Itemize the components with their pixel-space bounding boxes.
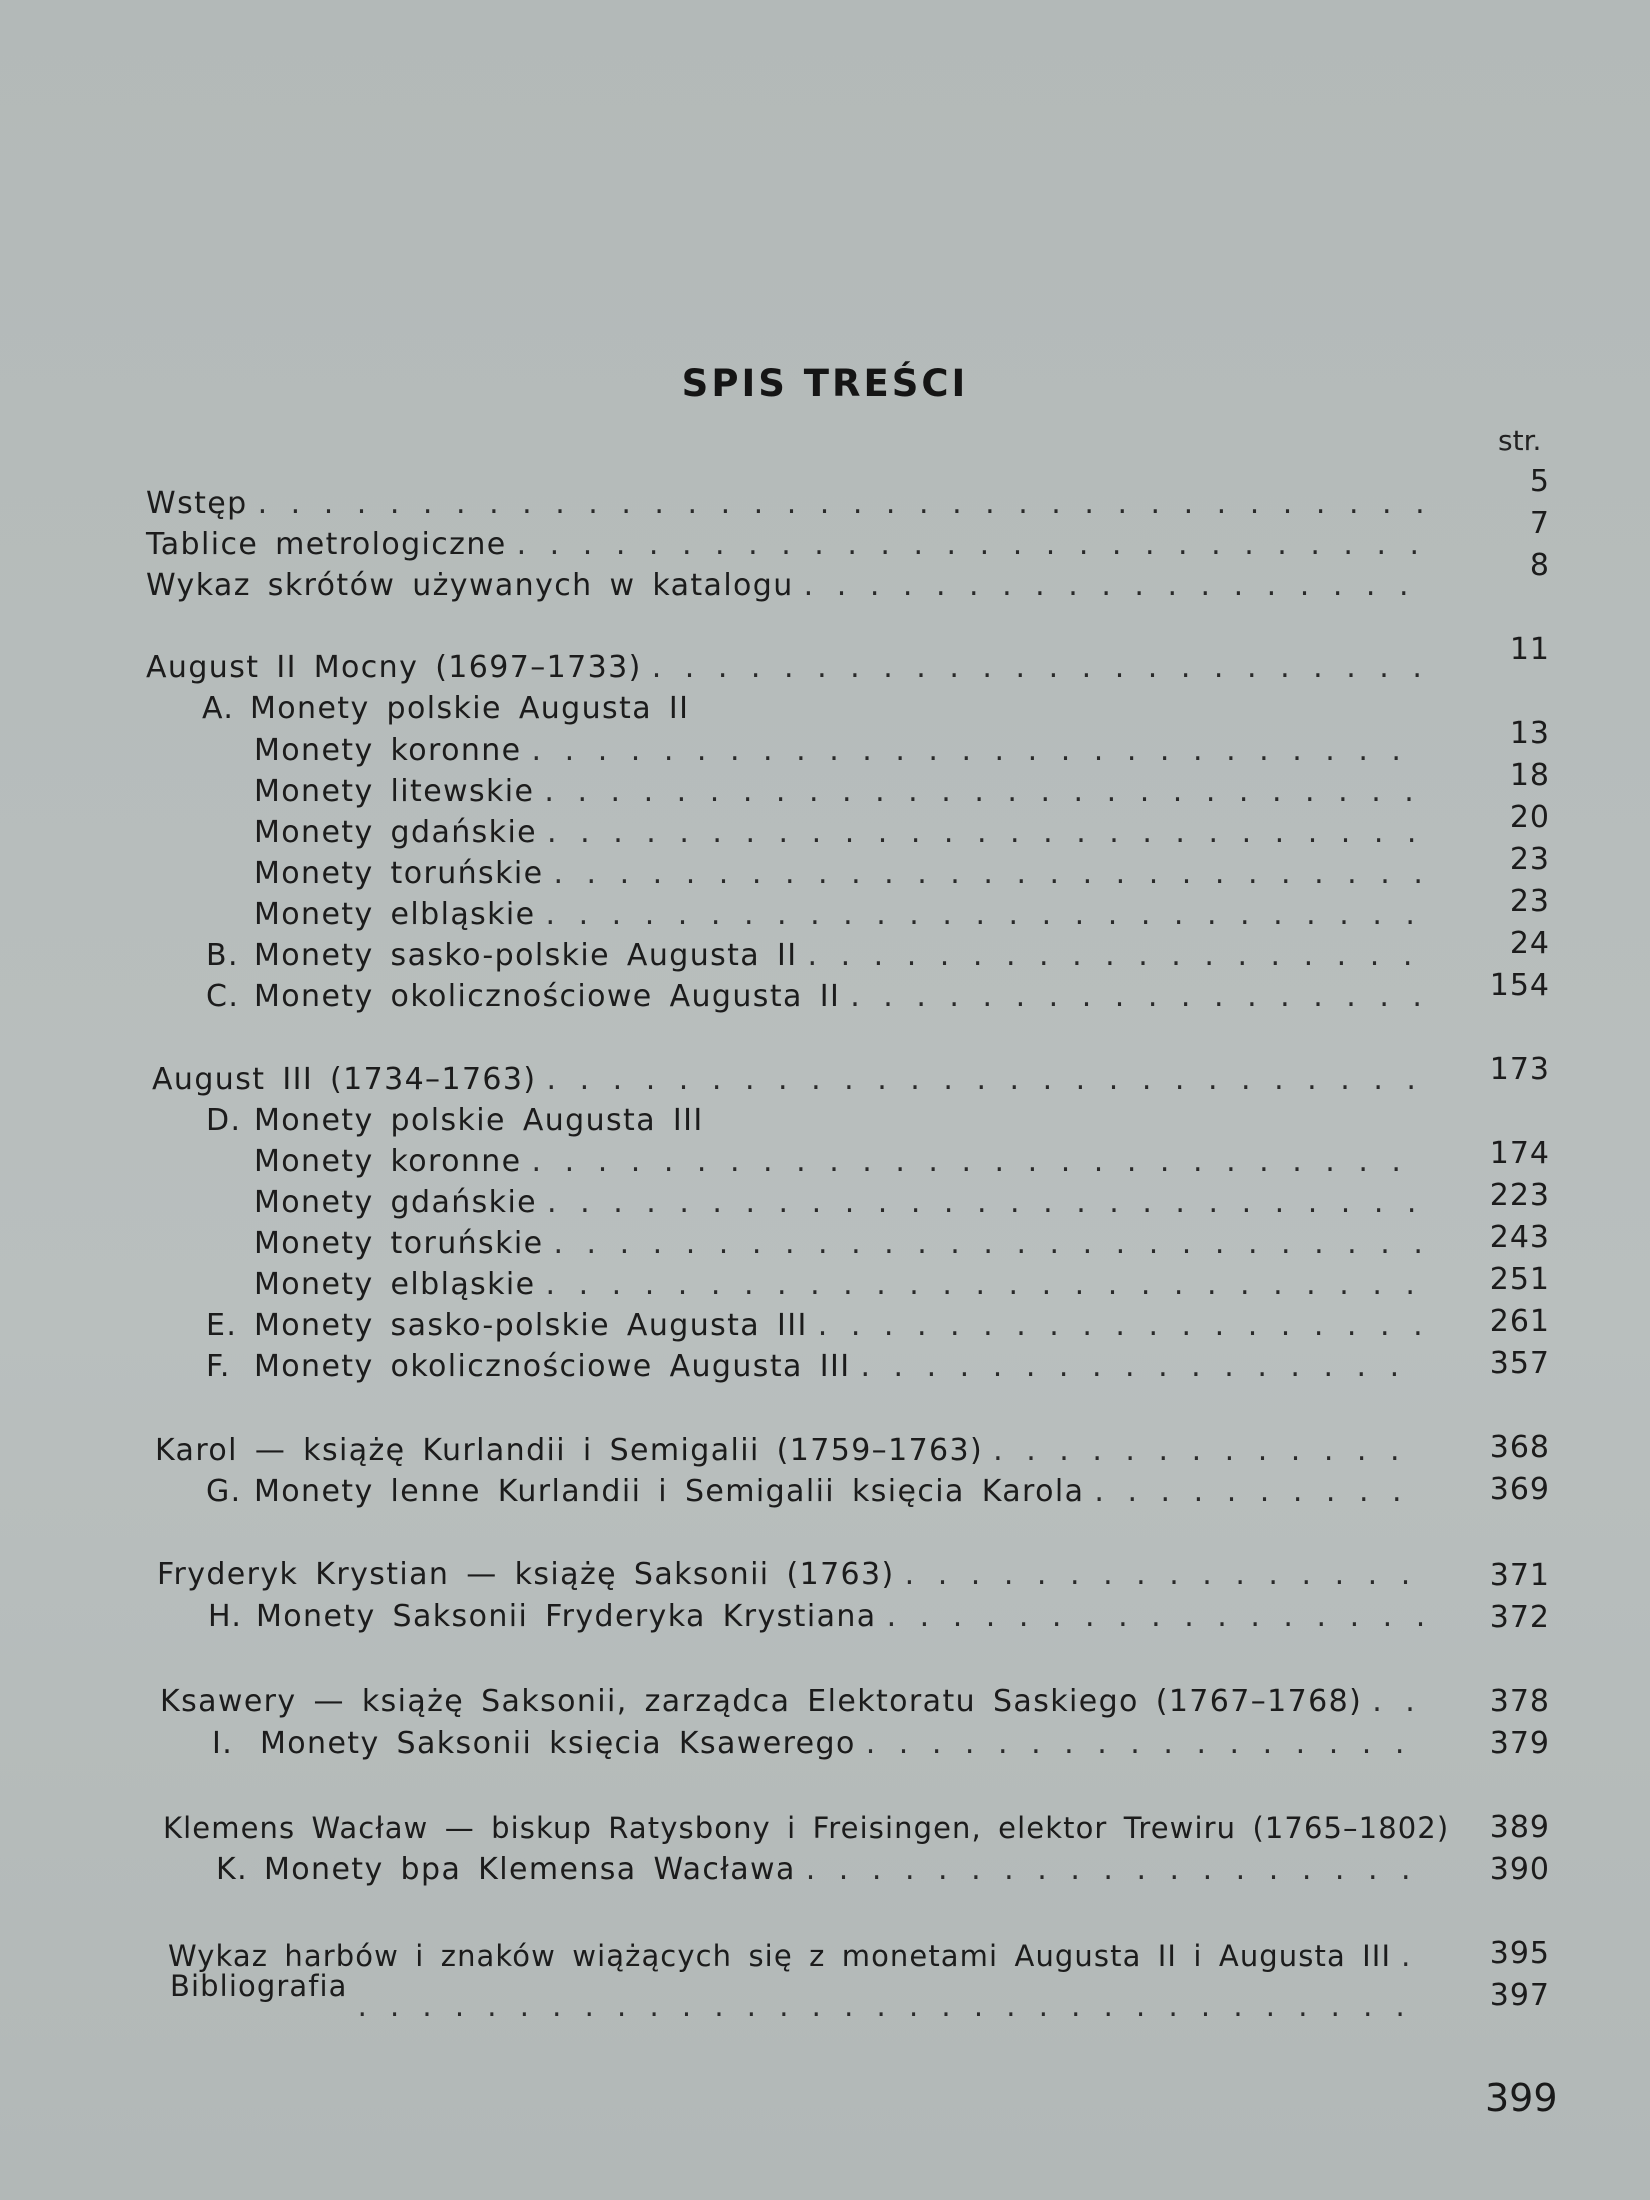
toc-entry — [146, 484, 1432, 524]
toc-entry-text: Monety elbląskie — [254, 1267, 536, 1302]
toc-section-entry — [160, 1682, 1432, 1722]
dot-leader — [652, 648, 1424, 688]
toc-entry — [254, 772, 1432, 812]
page-number: 399 — [1485, 2076, 1558, 2120]
dot-leader — [553, 854, 1424, 894]
toc-section-entry — [152, 1060, 1432, 1100]
toc-subsection-entry — [208, 1597, 1432, 1637]
toc-page-number: 390 — [1489, 1852, 1550, 1887]
toc-entry-text: Monety elbląskie — [254, 897, 536, 932]
toc-entry-letter: H. — [208, 1599, 243, 1634]
toc-entry-text: Monety gdańskie — [254, 815, 538, 850]
dot-leader — [808, 936, 1424, 976]
toc-page-number: 154 — [1489, 968, 1550, 1003]
toc-page-number: 261 — [1489, 1304, 1550, 1339]
toc-entry-letter: E. — [206, 1308, 238, 1343]
toc-page-number: 223 — [1489, 1178, 1550, 1213]
toc-section-entry — [163, 1808, 1450, 1848]
toc-section-entry — [146, 648, 1432, 688]
toc-page-number: 8 — [1529, 548, 1550, 583]
dot-leader — [547, 1183, 1424, 1223]
toc-page-number: 371 — [1489, 1558, 1550, 1593]
toc-page-number: 397 — [1489, 1978, 1550, 2013]
toc-entry-text: August III (1734–1763) — [152, 1062, 537, 1097]
dot-leader — [806, 1850, 1424, 1890]
toc-entry — [254, 854, 1432, 894]
toc-entry-letter: I. — [212, 1726, 234, 1761]
dot-leader — [358, 1986, 1424, 2026]
toc-entry-text: August II Mocny (1697–1733) — [146, 650, 642, 685]
toc-entry-text: Wykaz skrótów używanych w katalogu — [146, 568, 794, 603]
toc-entry — [254, 1142, 1432, 1182]
toc-page-number: 23 — [1509, 842, 1550, 877]
toc-page-number: 174 — [1489, 1136, 1550, 1171]
dot-leader — [866, 1724, 1424, 1764]
toc-page-number: 369 — [1489, 1472, 1550, 1507]
toc-subsection-entry — [206, 1472, 1432, 1512]
toc-entry — [254, 813, 1432, 853]
toc-page-number: 13 — [1509, 716, 1550, 751]
toc-entry-text: Monety sasko-polskie Augusta III — [254, 1308, 808, 1343]
toc-entry-letter: C. — [206, 979, 240, 1014]
page-title: SPIS TREŚCI — [681, 362, 969, 405]
toc-entry-text: Monety bpa Klemensa Wacława — [264, 1852, 796, 1887]
dot-leader — [258, 484, 1424, 524]
toc-entry-text: Monety koronne — [254, 733, 522, 768]
toc-entry-text: Monety okolicznościowe Augusta III — [254, 1349, 851, 1384]
toc-entry — [254, 731, 1432, 771]
toc-entry-letter: K. — [216, 1852, 249, 1887]
toc-page-number: 251 — [1489, 1262, 1550, 1297]
toc-entry-text: Monety Saksonii księcia Ksawerego — [260, 1726, 856, 1761]
toc-entry — [254, 1265, 1432, 1305]
toc-page-number: 379 — [1489, 1726, 1550, 1761]
toc-entry-text: Monety Saksonii Fryderyka Krystiana — [256, 1599, 877, 1634]
dot-leader — [547, 1060, 1424, 1100]
toc-entry-text: Monety toruńskie — [254, 856, 544, 891]
toc-entry — [146, 525, 1432, 565]
toc-subsection-entry — [216, 1850, 1432, 1890]
dot-leader — [553, 1224, 1424, 1264]
toc-page-number: 18 — [1509, 758, 1550, 793]
toc-page-number: 173 — [1489, 1052, 1550, 1087]
toc-section-entry — [157, 1555, 1432, 1595]
toc-page-number: 372 — [1489, 1600, 1550, 1635]
toc-entry-text: Monety okolicznościowe Augusta II — [254, 979, 841, 1014]
toc-page-number: 368 — [1489, 1430, 1550, 1465]
toc-page-number: 7 — [1529, 506, 1550, 541]
toc-entry — [254, 1183, 1432, 1223]
toc-section-entry — [155, 1431, 1432, 1471]
dot-leader — [532, 1142, 1424, 1182]
toc-subsection-entry — [206, 1347, 1432, 1387]
toc-entry-letter: F. — [206, 1349, 231, 1384]
toc-entry-text: Ksawery — książę Saksonii, zarządca Elektoratu Saskiego (1767–1768) — [160, 1684, 1363, 1719]
dot-leader — [544, 772, 1424, 812]
toc-entry-text: Bibliografia — [170, 1969, 348, 2003]
toc-entry — [254, 895, 1432, 935]
toc-page-number: 23 — [1509, 884, 1550, 919]
dot-leader — [860, 1347, 1424, 1387]
toc-entry-text: Fryderyk Krystian — książę Saksonii (1763) — [157, 1557, 895, 1592]
page-column-label: str. — [1498, 424, 1542, 457]
toc-subsection-entry — [206, 1306, 1432, 1346]
dot-leader — [887, 1597, 1424, 1637]
dot-leader — [546, 1265, 1424, 1305]
dot-leader — [993, 1431, 1424, 1471]
toc-subsection-entry — [206, 936, 1432, 976]
toc-subsection-entry — [212, 1724, 1432, 1764]
dot-leader — [804, 566, 1424, 606]
toc-page-number: 243 — [1489, 1220, 1550, 1255]
dot-leader — [517, 525, 1424, 565]
toc-entry-text: Monety polskie Augusta III — [254, 1103, 704, 1138]
toc-subsection-entry — [206, 977, 1432, 1017]
toc-entry-text: Karol — książę Kurlandii i Semigalii (1759–1763) — [155, 1433, 984, 1468]
toc-entry-text: Klemens Wacław — biskup Ratysbony i Freisingen, elektor Trewiru (1765–1802) — [163, 1811, 1450, 1845]
toc-page-number: 20 — [1509, 800, 1550, 835]
toc-entry-letter: D. — [206, 1103, 242, 1138]
toc-page-number: 5 — [1529, 464, 1550, 499]
toc-entry-text: Tablice metrologiczne — [146, 527, 507, 562]
toc-entry — [146, 566, 1432, 606]
dot-leader — [818, 1306, 1424, 1346]
dot-leader — [850, 977, 1424, 1017]
toc-entry-letter: G. — [206, 1474, 242, 1509]
dot-leader — [905, 1555, 1424, 1595]
dot-leader — [532, 731, 1424, 771]
toc-page-number: 357 — [1489, 1346, 1550, 1381]
toc-page-number: 24 — [1509, 926, 1550, 961]
dot-leader — [547, 813, 1424, 853]
dot-leader — [1372, 1682, 1424, 1722]
toc-entry-text: Monety toruńskie — [254, 1226, 544, 1261]
toc-subsection-entry — [202, 689, 1432, 729]
toc-entry-text: Wstęp — [146, 486, 248, 521]
toc-entry-letter: A. — [202, 691, 235, 726]
toc-entry — [170, 1966, 1432, 2006]
toc-entry-text: Wykaz harbów i znaków wiążących się z monetami Augusta II i Augusta III — [168, 1939, 1392, 1973]
toc-page-number: 389 — [1489, 1810, 1550, 1845]
dot-leader — [546, 895, 1424, 935]
toc-page-number: 378 — [1489, 1684, 1550, 1719]
toc-entry-text: Monety litewskie — [254, 774, 535, 809]
toc-entry-text: Monety gdańskie — [254, 1185, 538, 1220]
toc-entry — [254, 1224, 1432, 1264]
toc-subsection-entry — [206, 1101, 1432, 1141]
toc-entry-text: Monety koronne — [254, 1144, 522, 1179]
toc-entry-text: Monety polskie Augusta II — [250, 691, 690, 726]
toc-page-number: 11 — [1509, 632, 1550, 667]
toc-page-number: 395 — [1489, 1936, 1550, 1971]
dot-leader — [1094, 1472, 1424, 1512]
toc-entry-text: Monety sasko-polskie Augusta II — [254, 938, 798, 973]
toc-entry-letter: B. — [206, 938, 239, 973]
toc-entry-text: Monety lenne Kurlandii i Semigalii księcia Karola — [254, 1474, 1085, 1509]
